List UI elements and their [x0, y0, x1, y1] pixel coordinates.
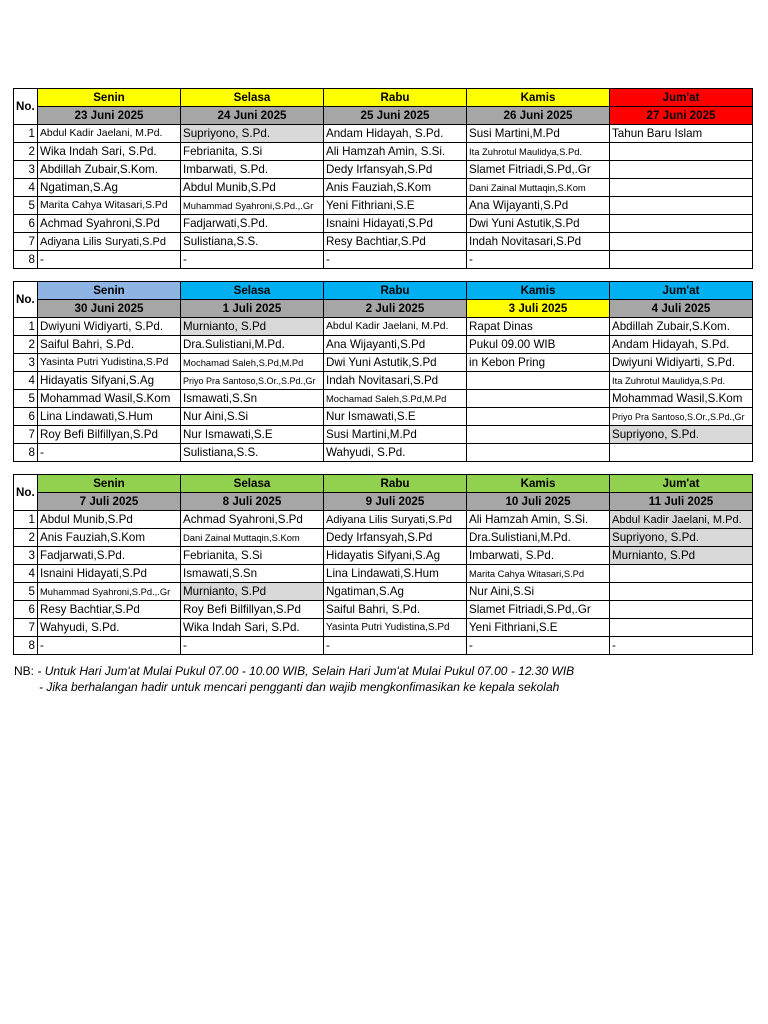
table-row	[14, 336, 753, 354]
table-cell	[610, 233, 753, 251]
table-cell: Resy Bachtiar,S.Pd	[324, 233, 467, 251]
date-header: 8 Juli 2025	[181, 493, 324, 511]
table-cell: Mohammad Wasil,S.Kom	[38, 390, 181, 408]
table-cell: Slamet Fitriadi,S.Pd,.Gr	[467, 161, 610, 179]
row-number: 1	[14, 511, 38, 529]
table-cell: -	[38, 251, 181, 269]
table-cell: -	[467, 251, 610, 269]
table-cell: Murnianto, S.Pd	[181, 318, 324, 336]
event-cell: Rapat Dinas	[467, 318, 610, 336]
table-cell: Ana Wijayanti,S.Pd	[324, 336, 467, 354]
table-cell: Hidayatis Sifyani,S.Ag	[324, 547, 467, 565]
table-row	[14, 125, 753, 143]
table-row	[14, 233, 753, 251]
date-header: 23 Juni 2025	[38, 107, 181, 125]
row-number: 4	[14, 565, 38, 583]
table-cell: Abdillah Zubair,S.Kom.	[610, 318, 753, 336]
table-cell: Yeni Fithriani,S.E	[467, 619, 610, 637]
row-number: 5	[14, 583, 38, 601]
date-header: 4 Juli 2025	[610, 300, 753, 318]
table-cell: Isnaini Hidayati,S.Pd	[324, 215, 467, 233]
table-cell: Muhammad Syahroni,S.Pd.,.Gr	[181, 197, 324, 215]
row-number: 3	[14, 547, 38, 565]
table-cell: Marita Cahya Witasari,S.Pd	[38, 197, 181, 215]
day-header-wednesday: Rabu	[324, 475, 467, 493]
table-row	[14, 511, 753, 529]
date-header-event: 3 Juli 2025	[467, 300, 610, 318]
date-header: 30 Juni 2025	[38, 300, 181, 318]
table-cell: Marita Cahya Witasari,S.Pd	[467, 565, 610, 583]
table-cell: Supriyono, S.Pd.	[610, 529, 753, 547]
table-cell: Ismawati,S.Sn	[181, 565, 324, 583]
table-cell	[610, 444, 753, 462]
table-cell: Ana Wijayanti,S.Pd	[467, 197, 610, 215]
table-cell: Nur Aini,S.Si	[181, 408, 324, 426]
table-row	[14, 372, 753, 390]
day-header-tuesday: Selasa	[181, 89, 324, 107]
table-cell: Indah Novitasari,S.Pd	[324, 372, 467, 390]
table-cell: Dra.Sulistiani,M.Pd.	[181, 336, 324, 354]
table-cell: Mochamad Saleh,S.Pd,M.Pd	[324, 390, 467, 408]
schedule-table-week-2	[13, 281, 753, 462]
table-cell: Roy Befi Bilfillyan,S.Pd	[181, 601, 324, 619]
table-cell: Lina Lindawati,S.Hum	[324, 565, 467, 583]
table-cell: Abdul Kadir Jaelani, M.Pd.	[610, 511, 753, 529]
date-header: 11 Juli 2025	[610, 493, 753, 511]
table-cell: Mohammad Wasil,S.Kom	[610, 390, 753, 408]
row-number: 8	[14, 444, 38, 462]
table-cell: Wika Indah Sari, S.Pd.	[181, 619, 324, 637]
day-header-thursday: Kamis	[467, 282, 610, 300]
date-header: 7 Juli 2025	[38, 493, 181, 511]
table-cell: Supriyono, S.Pd.	[610, 426, 753, 444]
day-header-friday: Jum'at	[610, 282, 753, 300]
schedule-table-week-1	[13, 88, 753, 269]
day-header-row	[14, 475, 753, 493]
table-cell: Dra.Sulistiani,M.Pd.	[467, 529, 610, 547]
table-cell: Anis Fauziah,S.Kom	[38, 529, 181, 547]
table-cell: Slamet Fitriadi,S.Pd,.Gr	[467, 601, 610, 619]
table-cell: Achmad Syahroni,S.Pd	[38, 215, 181, 233]
date-header: 9 Juli 2025	[324, 493, 467, 511]
table-cell	[610, 179, 753, 197]
note-line-2	[39, 680, 559, 694]
table-row	[14, 390, 753, 408]
row-number: 2	[14, 143, 38, 161]
day-header-wednesday: Rabu	[324, 282, 467, 300]
table-cell: Ita Zuhrotul Maulidya,S.Pd.	[610, 372, 753, 390]
table-cell: Achmad Syahroni,S.Pd	[181, 511, 324, 529]
table-row	[14, 637, 753, 655]
day-header-tuesday: Selasa	[181, 475, 324, 493]
table-row	[14, 601, 753, 619]
table-cell: Adiyana Lilis Suryati,S.Pd	[38, 233, 181, 251]
table-cell: Susi Martini,M.Pd	[324, 426, 467, 444]
table-cell: Nur Ismawati,S.E	[181, 426, 324, 444]
table-cell: Ngatiman,S.Ag	[38, 179, 181, 197]
row-number: 8	[14, 251, 38, 269]
table-cell: Dwi Yuni Astutik,S.Pd	[467, 215, 610, 233]
row-number: 6	[14, 215, 38, 233]
schedule-table-week-3	[13, 474, 753, 655]
row-number: 6	[14, 601, 38, 619]
table-cell: Dedy Irfansyah,S.Pd	[324, 161, 467, 179]
table-cell: Andam Hidayah, S.Pd.	[324, 125, 467, 143]
row-number: 1	[14, 125, 38, 143]
table-cell: Yasinta Putri Yudistina,S.Pd	[324, 619, 467, 637]
table-cell	[610, 161, 753, 179]
row-number: 5	[14, 197, 38, 215]
table-cell: -	[181, 251, 324, 269]
date-header: 26 Juni 2025	[467, 107, 610, 125]
table-row	[14, 529, 753, 547]
date-header-holiday: 27 Juni 2025	[610, 107, 753, 125]
table-cell: Ali Hamzah Amin, S.Si.	[324, 143, 467, 161]
table-cell: Dwi Yuni Astutik,S.Pd	[324, 354, 467, 372]
table-cell	[467, 372, 610, 390]
no-header: No.	[14, 89, 38, 125]
table-cell: Saiful Bahri, S.Pd.	[38, 336, 181, 354]
table-cell	[467, 444, 610, 462]
table-cell: Dani Zainal Muttaqin,S.Kom	[467, 179, 610, 197]
table-cell: Abdul Munib,S.Pd	[181, 179, 324, 197]
table-row	[14, 215, 753, 233]
date-header: 1 Juli 2025	[181, 300, 324, 318]
day-header-monday: Senin	[38, 282, 181, 300]
note-text-1: - Untuk Hari Jum'at Mulai Pukul 07.00 - 10.00 WIB, Selain Hari Jum'at Mulai Pukul 07.00 - 12.30 WIB	[37, 664, 575, 678]
note-line-1	[14, 664, 574, 678]
table-cell: Hidayatis Sifyani,S.Ag	[38, 372, 181, 390]
table-cell: Yeni Fithriani,S.E	[324, 197, 467, 215]
table-cell	[610, 583, 753, 601]
table-row	[14, 354, 753, 372]
row-number: 5	[14, 390, 38, 408]
table-cell: Wika Indah Sari, S.Pd.	[38, 143, 181, 161]
table-cell: Adiyana Lilis Suryati,S.Pd	[324, 511, 467, 529]
table-cell: Nur Aini,S.Si	[467, 583, 610, 601]
table-cell: -	[38, 444, 181, 462]
table-row	[14, 426, 753, 444]
date-header: 25 Juni 2025	[324, 107, 467, 125]
table-row	[14, 619, 753, 637]
no-header: No.	[14, 475, 38, 511]
table-cell	[467, 408, 610, 426]
table-row	[14, 197, 753, 215]
table-cell: Dwiyuni Widiyarti, S.Pd.	[38, 318, 181, 336]
table-cell: Ngatiman,S.Ag	[324, 583, 467, 601]
row-number: 7	[14, 233, 38, 251]
table-row	[14, 408, 753, 426]
day-header-row	[14, 89, 753, 107]
row-number: 1	[14, 318, 38, 336]
table-cell: Ita Zuhrotul Maulidya,S.Pd.	[467, 143, 610, 161]
date-header-row	[14, 300, 753, 318]
table-cell: Sulistiana,S.S.	[181, 233, 324, 251]
row-number: 4	[14, 179, 38, 197]
table-cell: Murnianto, S.Pd	[181, 583, 324, 601]
day-header-friday: Jum'at	[610, 475, 753, 493]
table-cell: Dwiyuni Widiyarti, S.Pd.	[610, 354, 753, 372]
note-text-2: - Jika berhalangan hadir untuk mencari pengganti dan wajib mengkonfimasikan ke kepala sekolah	[39, 680, 560, 694]
table-cell: Priyo Pra Santoso,S.Or.,S.Pd.,Gr	[181, 372, 324, 390]
date-header: 2 Juli 2025	[324, 300, 467, 318]
date-header-row	[14, 107, 753, 125]
table-cell: Imbarwati, S.Pd.	[181, 161, 324, 179]
table-cell: Supriyono, S.Pd.	[181, 125, 324, 143]
day-header-monday: Senin	[38, 89, 181, 107]
no-header: No.	[14, 282, 38, 318]
table-cell: Febrianita, S.Si	[181, 143, 324, 161]
table-cell: Dedy Irfansyah,S.Pd	[324, 529, 467, 547]
date-header: 24 Juni 2025	[181, 107, 324, 125]
table-cell: Abdul Kadir Jaelani, M.Pd.	[38, 125, 181, 143]
event-cell: Pukul 09.00 WIB	[467, 336, 610, 354]
row-number: 4	[14, 372, 38, 390]
table-cell: Wahyudi, S.Pd.	[324, 444, 467, 462]
day-header-row	[14, 282, 753, 300]
table-cell: -	[38, 637, 181, 655]
table-cell	[610, 601, 753, 619]
event-cell: in Kebon Pring	[467, 354, 610, 372]
table-cell: Lina Lindawati,S.Hum	[38, 408, 181, 426]
table-cell: Fadjarwati,S.Pd.	[38, 547, 181, 565]
table-row	[14, 444, 753, 462]
table-cell: Imbarwati, S.Pd.	[467, 547, 610, 565]
table-cell: Abdul Kadir Jaelani, M.Pd.	[324, 318, 467, 336]
table-cell: Febrianita, S.Si	[181, 547, 324, 565]
table-row	[14, 583, 753, 601]
table-cell	[610, 251, 753, 269]
table-cell	[610, 197, 753, 215]
row-number: 8	[14, 637, 38, 655]
table-row	[14, 565, 753, 583]
day-header-monday: Senin	[38, 475, 181, 493]
table-cell: Andam Hidayah, S.Pd.	[610, 336, 753, 354]
table-cell: Saiful Bahri, S.Pd.	[324, 601, 467, 619]
day-header-wednesday: Rabu	[324, 89, 467, 107]
row-number: 2	[14, 529, 38, 547]
table-cell: -	[467, 637, 610, 655]
table-cell: Wahyudi, S.Pd.	[38, 619, 181, 637]
table-cell: Anis Fauziah,S.Kom	[324, 179, 467, 197]
table-cell: Abdillah Zubair,S.Kom.	[38, 161, 181, 179]
row-number: 3	[14, 161, 38, 179]
table-cell	[467, 426, 610, 444]
table-cell: Ismawati,S.Sn	[181, 390, 324, 408]
row-number: 6	[14, 408, 38, 426]
table-row	[14, 318, 753, 336]
table-cell	[610, 215, 753, 233]
table-cell: Susi Martini,M.Pd	[467, 125, 610, 143]
table-cell	[467, 390, 610, 408]
table-cell: Muhammad Syahroni,S.Pd.,.Gr	[38, 583, 181, 601]
table-cell: -	[181, 637, 324, 655]
date-header-row	[14, 493, 753, 511]
holiday-cell: Tahun Baru Islam	[610, 125, 753, 143]
table-cell: Isnaini Hidayati,S.Pd	[38, 565, 181, 583]
table-cell: -	[324, 637, 467, 655]
row-number: 2	[14, 336, 38, 354]
table-row	[14, 179, 753, 197]
row-number: 3	[14, 354, 38, 372]
table-row	[14, 547, 753, 565]
table-cell: Mochamad Saleh,S.Pd,M.Pd	[181, 354, 324, 372]
table-row	[14, 161, 753, 179]
day-header-tuesday: Selasa	[181, 282, 324, 300]
table-cell: Indah Novitasari,S.Pd	[467, 233, 610, 251]
table-cell: -	[324, 251, 467, 269]
table-cell: Dani Zainal Muttaqin,S.Kom	[181, 529, 324, 547]
table-cell: Resy Bachtiar,S.Pd	[38, 601, 181, 619]
date-header: 10 Juli 2025	[467, 493, 610, 511]
table-cell	[610, 143, 753, 161]
table-cell: Fadjarwati,S.Pd.	[181, 215, 324, 233]
table-cell	[610, 565, 753, 583]
note-prefix: NB:	[14, 664, 35, 678]
table-cell	[610, 619, 753, 637]
table-cell: Sulistiana,S.S.	[181, 444, 324, 462]
day-header-friday: Jum'at	[610, 89, 753, 107]
table-cell: Roy Befi Bilfillyan,S.Pd	[38, 426, 181, 444]
table-cell: Abdul Munib,S.Pd	[38, 511, 181, 529]
table-cell: Priyo Pra Santoso,S.Or.,S.Pd.,Gr	[610, 408, 753, 426]
table-cell: Nur Ismawati,S.E	[324, 408, 467, 426]
row-number: 7	[14, 426, 38, 444]
day-header-thursday: Kamis	[467, 475, 610, 493]
table-cell: Ali Hamzah Amin, S.Si.	[467, 511, 610, 529]
row-number: 7	[14, 619, 38, 637]
table-cell: Yasinta Putri Yudistina,S.Pd	[38, 354, 181, 372]
table-cell: Murnianto, S.Pd	[610, 547, 753, 565]
table-cell: -	[610, 637, 753, 655]
day-header-thursday: Kamis	[467, 89, 610, 107]
table-row	[14, 143, 753, 161]
table-row	[14, 251, 753, 269]
